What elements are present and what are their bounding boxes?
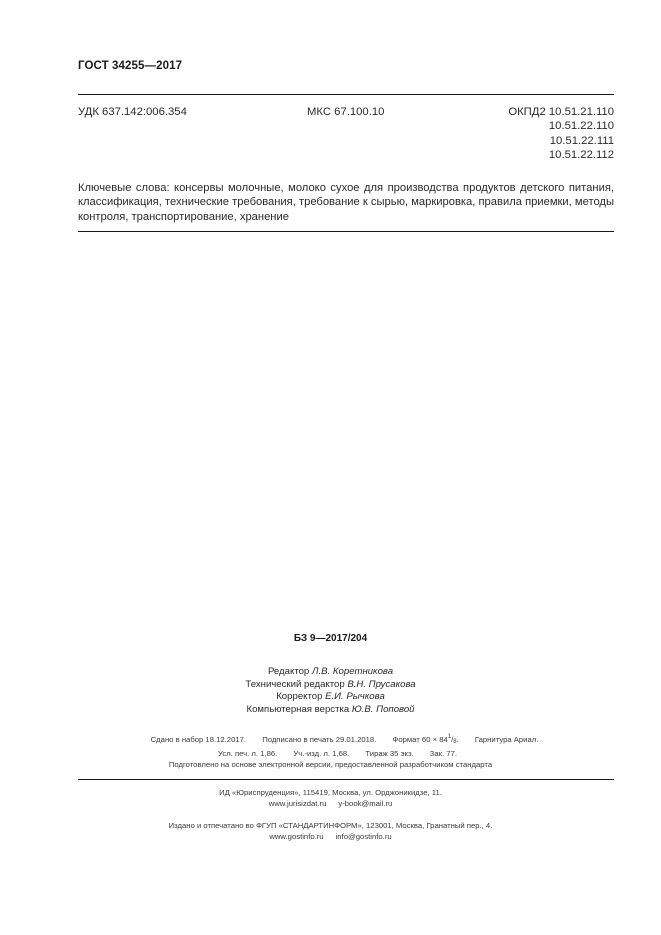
- submitted-date: Сдано в набор 18.12.2017.: [150, 735, 247, 744]
- paper-format: Формат $60 \times 84^1/_8$.: [392, 734, 459, 745]
- order-number: Зак. 77.: [429, 749, 458, 759]
- udk-code: УДК 637.142:006.354: [78, 106, 187, 118]
- credit-tech-editor: [0, 679, 661, 692]
- credit-name: Е.И. Рычкова: [325, 691, 385, 703]
- format-denominator: 8: [453, 739, 457, 745]
- publisher-contacts: [0, 798, 661, 809]
- mks-code: МКС 67.100.10: [307, 106, 385, 118]
- publisher-address: ИД «Юриспруденция», 115419, Москва, ул. Орджоникидзе, 11.: [219, 788, 442, 797]
- imprint-row: [0, 731, 661, 748]
- credit-editor: [0, 666, 661, 679]
- printer-website-link[interactable]: www.gostinfo.ru: [269, 832, 324, 842]
- credit-role: Редактор: [267, 666, 310, 677]
- keywords-line: контроля, транспортирование, хранение: [78, 210, 289, 223]
- okpd2-code: 10.51.22.112: [548, 148, 614, 161]
- publisher-website-link[interactable]: www.jurisizdat.ru: [268, 799, 327, 809]
- credits-block: [0, 666, 661, 716]
- colophon-divider: [78, 779, 614, 780]
- publisher-block: [0, 787, 661, 809]
- keywords-block: [78, 181, 614, 224]
- credit-name: Л.В. Коретникова: [311, 666, 394, 677]
- prepared-note: Подготовлено на основе электронной версии, предоставленной разработчиком стандарта: [168, 760, 493, 769]
- printer-contacts: [0, 831, 661, 842]
- imprint-block: [0, 731, 661, 761]
- printer-address: Издано и отпечатано во ФГУП «СТАНДАРТИНФОРМ», 123001, Москва, Гранатный пер., 4.: [168, 821, 493, 830]
- format-suffix: .: [456, 735, 459, 744]
- okpd2-code: ОКПД2 10.51.21.110: [508, 106, 614, 118]
- credit-role: Компьютерная верстка: [246, 703, 350, 715]
- imprint-row: [0, 748, 661, 760]
- keywords-line: Ключевые слова: консервы молочные, молоко сухое для производства продуктов детского питания,: [78, 182, 614, 194]
- okpd2-code: 10.51.22.111: [549, 134, 614, 147]
- print-sheets: Усл. печ. л. 1,86.: [217, 749, 278, 759]
- format-numerator: 1: [447, 734, 452, 740]
- typeface: Гарнитура Ариал.: [474, 735, 539, 744]
- keywords-divider: [78, 231, 614, 232]
- printer-email-link[interactable]: info@gostinfo.ru: [335, 832, 392, 842]
- signed-date: Подписано в печать 29.01.2018.: [262, 735, 377, 744]
- publication-sheets: Уч.-изд. л. 1,68.: [293, 749, 350, 759]
- credit-role: Корректор: [276, 691, 323, 703]
- okpd2-code: 10.51.22.110: [548, 120, 614, 133]
- printer-block: [0, 820, 661, 842]
- standard-title: ГОСТ 34255—2017: [78, 60, 183, 72]
- credit-role: Технический редактор: [245, 678, 345, 690]
- credit-name: В.Н. Прусакова: [347, 678, 416, 690]
- okpd2-codes: [508, 105, 614, 162]
- publisher-email-link[interactable]: y-book@mail.ru: [338, 799, 393, 809]
- format-text: Формат 60 × 84: [392, 735, 448, 744]
- credit-name: Ю.В. Поповой: [351, 703, 415, 715]
- bz-number: БЗ 9—2017/204: [293, 633, 368, 644]
- print-run: Тираж 35 экз.: [365, 749, 414, 759]
- top-divider: [78, 94, 614, 95]
- keywords-line: классификация, технические требования, требование к сырью, маркировка, правила приемки, методы: [78, 196, 614, 209]
- credit-proofreader: [0, 691, 661, 704]
- credit-layout: [0, 704, 661, 717]
